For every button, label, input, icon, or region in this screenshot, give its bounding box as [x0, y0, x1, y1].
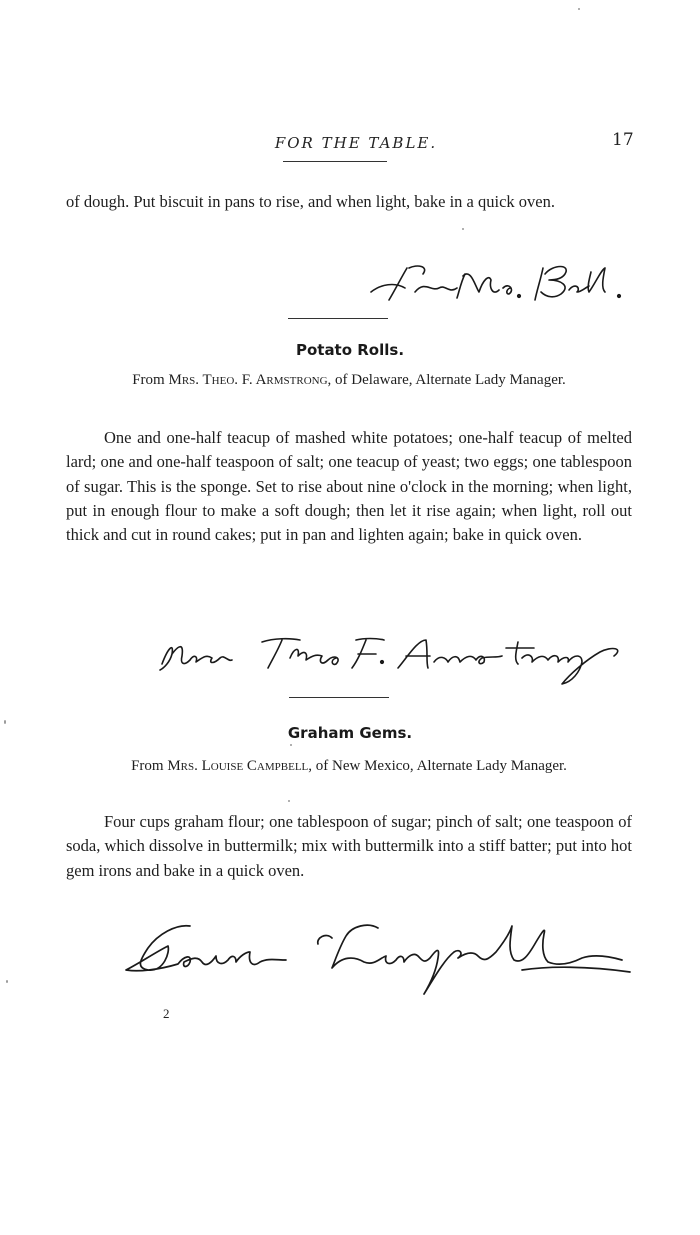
- signature-mark: 2: [163, 1006, 170, 1021]
- signature-campbell: [118, 912, 638, 1002]
- paper-speck: [290, 744, 292, 746]
- paper-speck: [288, 800, 290, 802]
- paper-speck: [578, 8, 580, 10]
- recipe-body-graham-gems: Four cups graham flour; one tablespoon of sugar; pinch of salt; one teaspoon of soda, which dissolve in buttermilk; mix with buttermilk into a stiff batter; put into hot gem irons and bake in a quick oven.: [66, 812, 632, 880]
- paper-speck: [4, 720, 6, 724]
- header-rule: [283, 161, 387, 162]
- continuation-text: of dough. Put biscuit in pans to rise, and when light, bake in a quick oven.: [66, 192, 555, 211]
- section-divider: [288, 318, 388, 319]
- signature-armstrong: [150, 628, 630, 692]
- running-title: FOR THE TABLE.: [274, 134, 438, 152]
- paper-speck: [6, 980, 8, 983]
- section-divider: [289, 697, 389, 698]
- recipe-title-graham-gems: Graham Gems.: [287, 724, 413, 742]
- recipe-title-potato-rolls: Potato Rolls.: [295, 341, 405, 359]
- recipe-attribution-campbell: From Mrs. Louise Campbell, of New Mexico, Alternate Lady Manager.: [131, 758, 567, 774]
- paper-speck: [462, 228, 464, 230]
- signature-ida-ball: [365, 258, 630, 310]
- recipe-attribution-armstrong: From Mrs. Theo. F. Armstrong, of Delaware, Alternate Lady Manager.: [132, 372, 566, 388]
- recipe-body-potato-rolls: One and one-half teacup of mashed white potatoes; one-half teacup of melted lard; one and one-half teaspoon of salt; one teacup of yeast; two eggs; one tablespoon of sugar. This is the sponge. Set to rise about nine o'clock in the morning; when light, put in enough flour to make a soft dough; then let it rise again; when light, roll out thick and cut in round cakes; put in pan and lighten again; bake in quick oven.: [66, 428, 632, 545]
- page-number: 17: [612, 130, 634, 150]
